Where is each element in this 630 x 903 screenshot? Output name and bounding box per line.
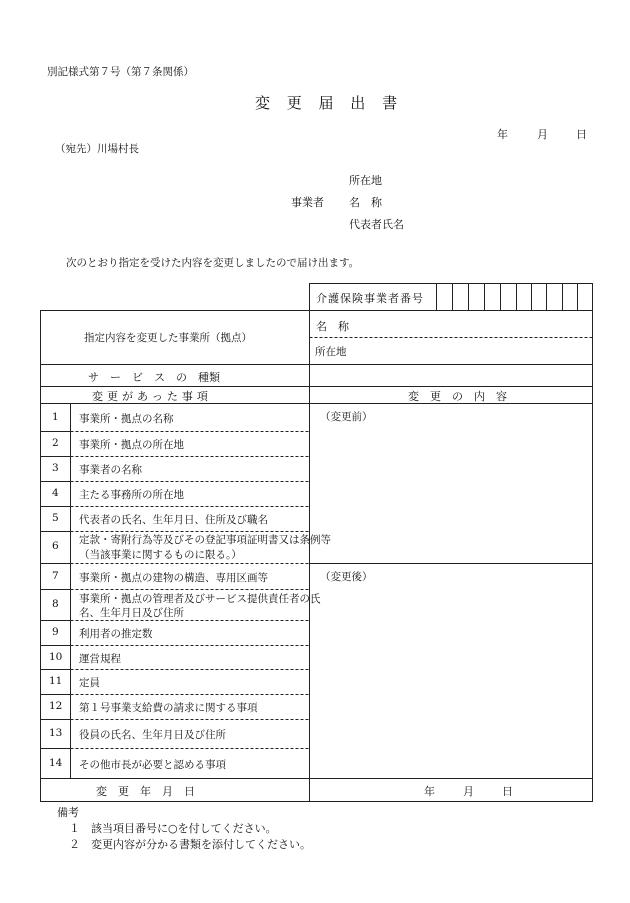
provider-number-label: 介護保険事業者番号 (316, 292, 424, 305)
date-day-label: 日 (576, 128, 587, 141)
changed-items-header: 変更があった事項 (92, 390, 212, 403)
applicant-group-label: 事業者 (291, 196, 324, 209)
item-text: 事業所・拠点の管理者及びサービス提供責任者の氏 (79, 593, 321, 605)
item-number: 12 (49, 700, 63, 712)
item-number: 7 (52, 570, 59, 582)
item-number: 2 (52, 437, 59, 449)
change-date-day: 日 (502, 785, 513, 798)
facility-address-label: 所在地 (315, 346, 347, 358)
statement: 次のとおり指定を受けた内容を変更しましたので届け出ます。 (66, 257, 360, 269)
remarks-note: １ 該当項目番号に○を付してください。 (69, 822, 277, 835)
item-text: 役員の氏名、生年月日及び住所 (79, 729, 226, 741)
item-text: 運営規程 (79, 653, 121, 665)
date-month-label: 月 (537, 128, 548, 141)
item-text: 事業所・拠点の名称 (79, 413, 174, 425)
page-title: 変 更 届 出 書 (255, 94, 404, 112)
item-text: 事業者の名称 (79, 464, 142, 476)
change-content-header: 変 更 の 内 容 (408, 390, 507, 403)
item-number: 1 (52, 411, 59, 423)
item-text: 利用者の推定数 (79, 628, 153, 640)
item-number: 9 (52, 626, 59, 638)
item-number: 10 (49, 651, 63, 663)
item-text: 定員 (79, 677, 100, 689)
service-type-label: サ ー ビ ス の 種類 (88, 371, 220, 384)
applicant-address-label: 所在地 (349, 174, 382, 187)
item-number: 11 (49, 675, 63, 687)
item-number: 13 (49, 727, 63, 739)
applicant-name-label: 名 称 (349, 196, 382, 209)
item-number: 4 (52, 487, 59, 499)
item-text: 事業所・拠点の建物の構造、専用区画等 (79, 572, 268, 584)
change-date-month: 月 (463, 785, 474, 798)
change-date-label: 変 更 年 月 日 (96, 785, 195, 798)
remarks-heading: 備考 (57, 806, 79, 819)
item-number: 3 (52, 462, 59, 474)
date-year-label: 年 (497, 128, 508, 141)
item-text: 事業所・拠点の所在地 (79, 439, 184, 451)
change-date-year: 年 (424, 785, 435, 798)
item-text: 定款・寄附行為等及びその登記事項証明書又は条例等 (79, 534, 331, 546)
remarks-note: ２ 変更内容が分かる書類を添付してください。 (69, 838, 311, 851)
before-label: （変更前） (320, 411, 373, 423)
form-label: 別記様式第７号（第７条関係） (47, 66, 194, 78)
item-text-line2: （当該事業に関するものに限る。） (79, 549, 242, 561)
item-text: 第１号事業支給費の請求に関する事項 (79, 702, 258, 714)
item-number: 5 (52, 512, 59, 524)
applicant-representative-label: 代表者氏名 (349, 218, 404, 231)
item-text: その他市長が必要と認める事項 (79, 759, 226, 771)
facility-label: 指定内容を変更した事業所（拠点） (84, 332, 252, 344)
item-text: 主たる事務所の所在地 (79, 489, 184, 501)
after-label: （変更後） (320, 571, 373, 583)
item-number: 14 (49, 757, 63, 769)
item-number: 6 (52, 540, 59, 552)
addressee: （宛先）川場村長 (55, 143, 139, 155)
item-text: 代表者の氏名、生年月日、住所及び職名 (79, 514, 268, 526)
item-number: 8 (52, 598, 59, 610)
item-text-line2: 名、生年月日及び住所 (79, 607, 184, 619)
facility-name-label: 名 称 (316, 320, 349, 333)
